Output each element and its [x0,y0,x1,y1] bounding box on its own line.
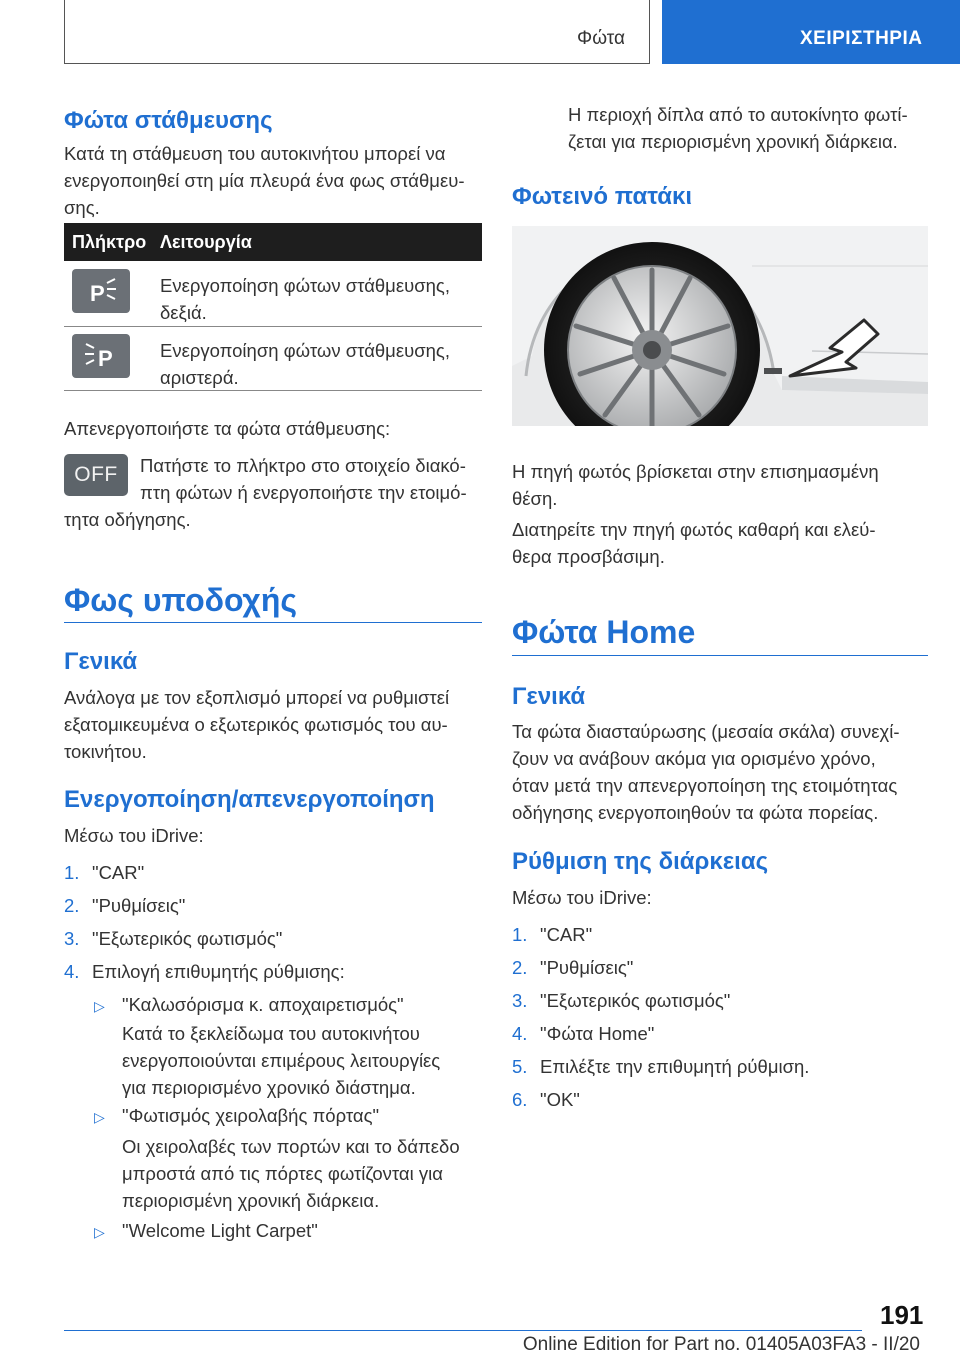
option-desc [568,101,908,155]
text-line: Η πηγή φωτός βρίσκεται στην επισημασμένη [512,461,879,482]
section-rule [64,622,482,623]
text-line: τοκινήτου. [64,741,147,762]
step-number: 1. [512,924,528,945]
column-header-key: Πλήκτρο [72,232,147,252]
deactivate-text: Απενεργοποιήστε τα φώτα στάθμευσης: [64,418,391,439]
parking-light-right-icon [72,269,130,313]
text-line: Κατά το ξεκλείδωμα του αυτοκινήτου [122,1023,420,1044]
carpet-text-2 [512,516,876,570]
text-line: Η περιοχή δίπλα από το αυτοκίνητο φωτί- [568,104,908,125]
step-number: 3. [512,990,528,1011]
text-line: Ενεργοποίηση φώτων στάθμευσης, [160,340,450,361]
table-row-right [160,272,450,326]
text-line: ενεργοποιηθεί στη μία πλευρά ένα φως στάθμευ- [64,170,465,191]
triangle-bullet-icon: ▷ [94,998,105,1014]
text-line: εξατομικευμένα ο εξωτερικός φωτισμός του αυ- [64,714,448,735]
text-line: οδήγησης ενεργοποιηθούν τα φώτα πορείας. [512,802,879,823]
car-wheel-image [512,226,928,426]
text-line: μπροστά από τις πόρτες φωτίζονται για [122,1163,443,1184]
page-number: 191 [880,1300,924,1330]
step-item: "Εξωτερικός φωτισμός" [540,990,731,1011]
duration-heading: Ρύθμιση της διάρκειας [512,848,769,875]
text-line: Ανάλογα με τον εξοπλισμό μπορεί να ρυθμιστεί [64,687,450,708]
step-item: "Ρυθμίσεις" [540,957,634,978]
header-section-title: Φώτα [577,28,625,49]
off-text-line: Πατήστε το πλήκτρο στο στοιχείο διακό- [140,455,466,476]
section-rule [512,655,928,656]
text-line: περιορισμένη χρονική διάρκεια. [122,1190,380,1211]
text-line: Κατά τη στάθμευση του αυτοκινήτου μπορεί να [64,143,446,164]
step-number: 4. [512,1023,528,1044]
option-desc [122,1020,440,1101]
step-number: 4. [64,961,80,982]
column-header-function: Λειτουργία [160,232,252,252]
header-frame [64,0,650,64]
triangle-bullet-icon: ▷ [94,1224,105,1240]
table-divider [64,326,482,327]
step-number: 2. [64,895,80,916]
text-line: Διατηρείτε την πηγή φωτός καθαρή και ελεύ- [512,519,876,540]
step-item: "Φώτα Home" [540,1023,655,1044]
svg-text:P: P [90,281,105,306]
step-item: "CAR" [92,862,145,883]
step-item: "Εξωτερικός φωτισμός" [92,928,283,949]
step-item: Επιλογή επιθυμητής ρύθμισης: [92,961,345,982]
text-line: ενεργοποιούνται επιμέρους λειτουργίες [122,1050,441,1071]
off-text-line: πτη φώτων ή ενεργοποιήστε την ετοιμό- [140,482,467,503]
table-row-left [160,337,450,391]
text-line: θερα προσβάσιμη. [512,546,665,567]
parking-intro [64,140,464,221]
step-number: 3. [64,928,80,949]
option-label: "Καλωσόρισμα κ. αποχαιρετισμός" [122,994,404,1015]
text-line: ζουν να ανάβουν ακόμα για ορισμένο χρόνο, [512,748,876,769]
table-divider [64,390,482,391]
welcome-general-text [64,684,449,765]
option-desc [122,1133,460,1214]
text-line: θέση. [512,488,558,509]
off-button-icon: OFF [64,454,128,496]
step-item: "CAR" [540,924,593,945]
text-line: όταν μετά την απενεργοποίηση της ετοιμότητας [512,775,898,796]
footer-rule [64,1330,862,1331]
triangle-bullet-icon: ▷ [94,1109,105,1125]
svg-text:P: P [98,346,113,371]
header-chapter-tab[interactable]: ΧΕΙΡΙΣΤΗΡΙΑ [662,0,960,64]
home-general-text [512,718,900,826]
step-number: 6. [512,1089,528,1110]
text-line: για περιορισμένο χρονικό διάστημα. [122,1077,416,1098]
text-line: αριστερά. [160,367,239,388]
idrive-via: Μέσω του iDrive: [512,887,652,908]
idrive-via: Μέσω του iDrive: [64,825,204,846]
option-label: "Φωτισμός χειρολαβής πόρτας" [122,1105,380,1126]
text-line: ζεται για περιορισμένη χρονική διάρκεια. [568,131,898,152]
off-text-line: τητα οδήγησης. [64,509,191,530]
onoff-heading: Ενεργοποίηση/απενεργοποίηση [64,786,435,813]
text-line: Ενεργοποίηση φώτων στάθμευσης, [160,275,450,296]
welcome-general-heading: Γενικά [64,648,138,675]
table-header [64,223,482,261]
text-line: Τα φώτα διασταύρωσης (μεσαία σκάλα) συνεχί- [512,721,900,742]
parking-light-left-icon [72,334,130,378]
home-lights-heading: Φώτα Home [512,614,696,650]
home-general-heading: Γενικά [512,683,586,710]
step-number: 5. [512,1056,528,1077]
option-label: "Welcome Light Carpet" [122,1220,318,1241]
carpet-text-1 [512,458,879,512]
step-item: Επιλέξτε την επιθυμητή ρύθμιση. [540,1056,810,1077]
step-item: "OK" [540,1089,580,1110]
footer-edition: Online Edition for Part no. 01405A03FA3 - II/20 [522,1334,920,1355]
text-line: σης. [64,197,100,218]
step-item: "Ρυθμίσεις" [92,895,186,916]
text-line: δεξιά. [160,302,207,323]
parking-lights-heading: Φώτα στάθμευσης [64,107,273,134]
carpet-heading: Φωτεινό πατάκι [512,183,693,210]
text-line: Οι χειρολαβές των πορτών και το δάπεδο [122,1136,460,1157]
step-number: 1. [64,862,80,883]
welcome-light-heading: Φως υποδοχής [64,582,298,618]
step-number: 2. [512,957,528,978]
